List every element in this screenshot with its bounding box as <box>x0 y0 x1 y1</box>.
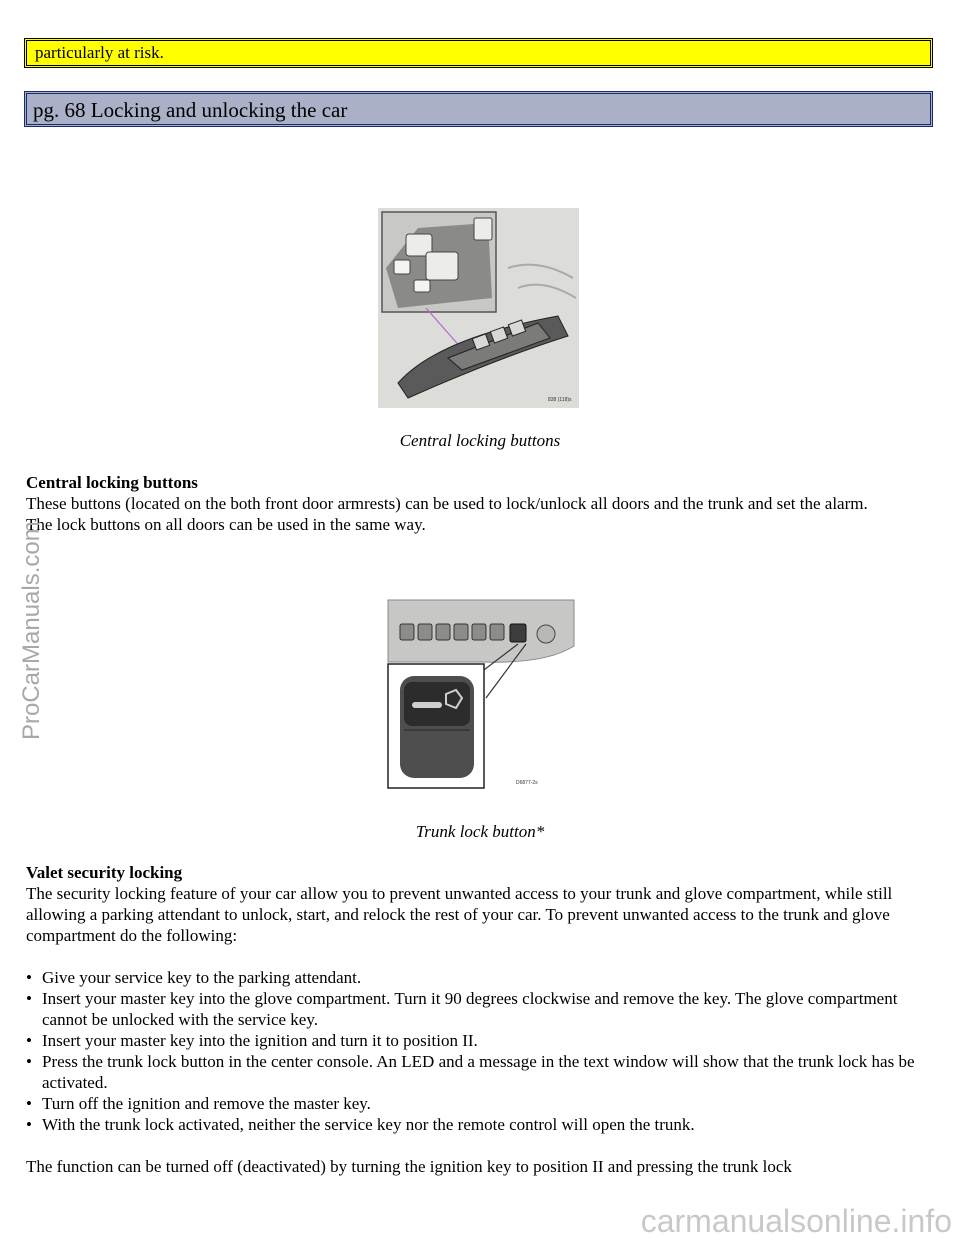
central-locking-image <box>378 208 579 408</box>
trunk-lock-image <box>386 598 576 790</box>
figure1-code: 838 (118)s <box>548 397 572 403</box>
list-item: • With the trunk lock activated, neither the service key nor the remote control will open the trunk. <box>26 1114 936 1135</box>
central-locking-section <box>26 472 936 535</box>
figure2-code: D6877-2s <box>516 780 538 786</box>
list-item: • Insert your master key into the glove compartment. Turn it 90 degrees clockwise and remove the key. The glove compartment cannot be unlocked with the service key. <box>26 988 936 1030</box>
central-locking-paragraph: These buttons (located on the both front door armrests) can be used to lock/unlock all doors and the trunk and set the alarm. <box>26 494 868 513</box>
list-item: • Press the trunk lock button in the center console. An LED and a message in the text window will show that the trunk lock has be activated. <box>26 1051 936 1093</box>
section-title: pg. 68 Locking and unlocking the car <box>33 98 348 122</box>
side-watermark: ProCarManuals.com <box>18 521 45 740</box>
valet-paragraph: The security locking feature of your car allow you to prevent unwanted access to your trunk and glove compartment, while still allowing a parking attendant to unlock, start, and relock the rest of your car. To prevent unwanted access to the trunk and glove compartment do the following: <box>26 884 893 945</box>
door-armrest-illustration <box>378 208 579 408</box>
warning-text: particularly at risk. <box>35 43 164 62</box>
warning-box <box>24 38 933 68</box>
valet-footer-paragraph: The function can be turned off (deactivated) by turning the ignition key to position II and pressing the trunk lock <box>26 1157 792 1176</box>
list-item: • Turn off the ignition and remove the master key. <box>26 1093 936 1114</box>
valet-section <box>26 862 936 1177</box>
figure1-caption: Central locking buttons <box>399 431 561 450</box>
valet-steps-list <box>26 967 936 1135</box>
central-locking-paragraph-2: The lock buttons on all doors can be used in the same way. <box>26 515 426 534</box>
console-illustration <box>386 598 576 790</box>
figure2-caption: Trunk lock button* <box>415 822 545 841</box>
bottom-watermark: carmanualsonline.info <box>640 1203 952 1239</box>
valet-heading: Valet security locking <box>26 863 183 882</box>
list-item: • Give your service key to the parking attendant. <box>26 967 936 988</box>
list-item: • Insert your master key into the ignition and turn it to position II. <box>26 1030 936 1051</box>
central-locking-heading: Central locking buttons <box>26 473 198 492</box>
section-title-box <box>24 91 933 127</box>
